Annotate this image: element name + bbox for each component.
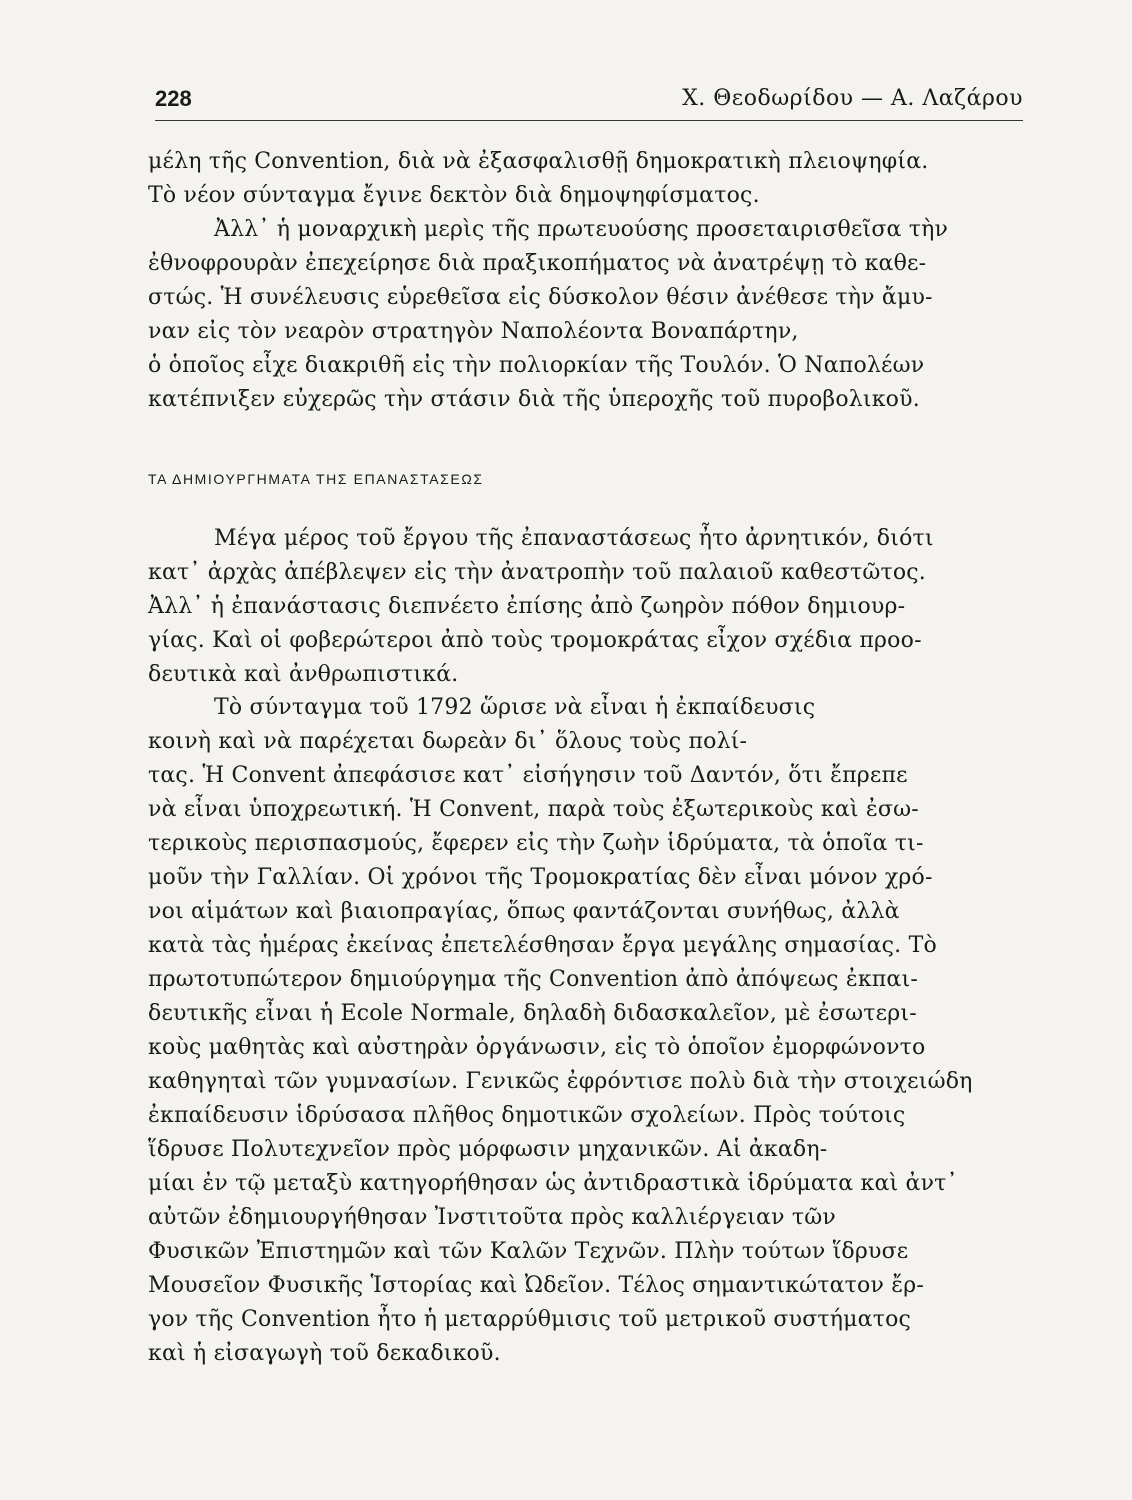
text-line: Τὸ σύνταγμα τοῦ 1792 ὥρισε νὰ εἶναι ἡ ἐκπαίδευσις — [214, 695, 816, 720]
text-line: δευτικὰ καὶ ἀνθρωπιστικά. — [148, 662, 459, 687]
page-header — [155, 86, 1023, 121]
text-line: ναν εἰς τὸν νεαρὸν στρατηγὸν Ναπολέοντα Βοναπάρτην, — [148, 319, 799, 344]
text-line: νὰ εἶναι ὑποχρεωτική. Ἡ Convent, παρὰ τοὺς ἐξωτερικοὺς καὶ ἐσω- — [148, 797, 919, 822]
text-line: Μέγα μέρος τοῦ ἔργου τῆς ἐπαναστάσεως ἦτο ἀρνητικόν, διότι — [214, 526, 934, 551]
text-line: στώς. Ἡ συνέλευσις εὑρεθεῖσα εἰς δύσκολον θέσιν ἀνέθεσε τὴν ἄμυ- — [148, 285, 933, 310]
text-line: καθηγηταὶ τῶν γυμνασίων. Γενικῶς ἐφρόντισε πολὺ διὰ τὴν στοιχειώδη — [148, 1069, 973, 1094]
text-line: καὶ ἡ εἰσαγωγὴ τοῦ δεκαδικοῦ. — [148, 1341, 501, 1366]
text-line: τας. Ἡ Convent ἀπεφάσισε κατ᾽ εἰσήγησιν τοῦ Δαντόν, ὅτι ἔπρεπε — [148, 763, 908, 788]
text-line: ὁ ὁποῖος εἶχε διακριθῆ εἰς τὴν πολιορκίαν τῆς Τουλόν. Ὁ Ναπολέων — [148, 353, 925, 378]
paragraph-2 — [148, 522, 1018, 692]
page-number: 228 — [155, 86, 192, 111]
section-heading: ΤΑ ΔΗΜΙΟΥΡΓΗΜΑΤΑ ΤΗΣ ΕΠΑΝΑΣΤΑΣΕΩΣ — [148, 471, 484, 487]
text-line: νοι αἱμάτων καὶ βιαιοπραγίας, ὅπως φαντάζονται συνήθως, ἀλλὰ — [148, 899, 900, 924]
text-line: πρωτοτυπώτερον δημιούργημα τῆς Convention ἀπὸ ἀπόψεως ἐκπαι- — [148, 967, 918, 992]
paragraph-3 — [148, 691, 1018, 1371]
text-line: Φυσικῶν Ἐπιστημῶν καὶ τῶν Καλῶν Τεχνῶν. Πλὴν τούτων ἵδρυσε — [148, 1239, 909, 1264]
text-line: κατέπνιξεν εὐχερῶς τὴν στάσιν διὰ τῆς ὑπεροχῆς τοῦ πυροβολικοῦ. — [148, 387, 920, 412]
text-line: τερικοὺς περισπασμούς, ἔφερεν εἰς τὴν ζωὴν ἱδρύματα, τὰ ὁποῖα τι- — [148, 831, 924, 856]
text-line: Ἀλλ᾽ ἡ μοναρχικὴ μερὶς τῆς πρωτευούσης προσεταιρισθεῖσα τὴν — [214, 217, 949, 242]
text-line: Τὸ νέον σύνταγμα ἔγινε δεκτὸν διὰ δημοψηφίσματος. — [148, 183, 760, 208]
text-line: μοῦν τὴν Γαλλίαν. Οἱ χρόνοι τῆς Τρομοκρατίας δὲν εἶναι μόνον χρό- — [148, 865, 933, 890]
text-line: γίας. Καὶ οἱ φοβερώτεροι ἀπὸ τοὺς τρομοκράτας εἶχον σχέδια προο- — [148, 628, 922, 653]
text-line: αὐτῶν ἐδημιουργήθησαν Ἰνστιτοῦτα πρὸς καλλιέργειαν τῶν — [148, 1205, 836, 1230]
text-line: ἐθνοφρουρὰν ἐπεχείρησε διὰ πραξικοπήματος νὰ ἀνατρέψῃ τὸ καθε- — [148, 251, 927, 276]
text-line: ἐκπαίδευσιν ἱδρύσασα πλῆθος δημοτικῶν σχολείων. Πρὸς τούτοις — [148, 1103, 906, 1128]
text-line: Ἀλλ᾽ ἡ ἐπανάστασις διεπνέετο ἐπίσης ἀπὸ ζωηρὸν πόθον δημιουρ- — [148, 594, 906, 619]
text-line: κατ᾽ ἀρχὰς ἀπέβλεψεν εἰς τὴν ἀνατροπὴν τοῦ παλαιοῦ καθεστῶτος. — [148, 560, 926, 585]
text-line: κατὰ τὰς ἡμέρας ἐκείνας ἐπετελέσθησαν ἔργα μεγάλης σημασίας. Τὸ — [148, 933, 937, 958]
text-line: γον τῆς Convention ἦτο ἡ μεταρρύθμισις τοῦ μετρικοῦ συστήματος — [148, 1307, 912, 1332]
text-line: δευτικῆς εἶναι ἡ Ecole Normale, δηλαδὴ διδασκαλεῖον, μὲ ἐσωτερι- — [148, 1001, 917, 1026]
text-line: Μουσεῖον Φυσικῆς Ἱστορίας καὶ Ὠδεῖον. Τέλος σημαντικώτατον ἔρ- — [148, 1273, 925, 1298]
text-line: μέλη τῆς Convention, διὰ νὰ ἐξασφαλισθῇ δημοκρατικὴ πλειοψηφία. — [148, 149, 929, 174]
paragraph-1 — [148, 145, 1018, 417]
text-line: ἵδρυσε Πολυτεχνεῖον πρὸς μόρφωσιν μηχανικῶν. Αἱ ἀκαδη- — [148, 1137, 828, 1162]
text-line: μίαι ἐν τῷ μεταξὺ κατηγορήθησαν ὡς ἀντιδραστικὰ ἱδρύματα καὶ ἀντ᾽ — [148, 1171, 958, 1196]
text-line: κοὺς μαθητὰς καὶ αὐστηρὰν ὀργάνωσιν, εἰς τὸ ὁποῖον ἐμορφώνοντο — [148, 1035, 926, 1060]
running-head: Χ. Θεοδωρίδου — Α. Λαζάρου — [682, 86, 1023, 111]
text-line: κοινὴ καὶ νὰ παρέχεται δωρεὰν δι᾽ ὅλους τοὺς πολί- — [148, 729, 748, 754]
